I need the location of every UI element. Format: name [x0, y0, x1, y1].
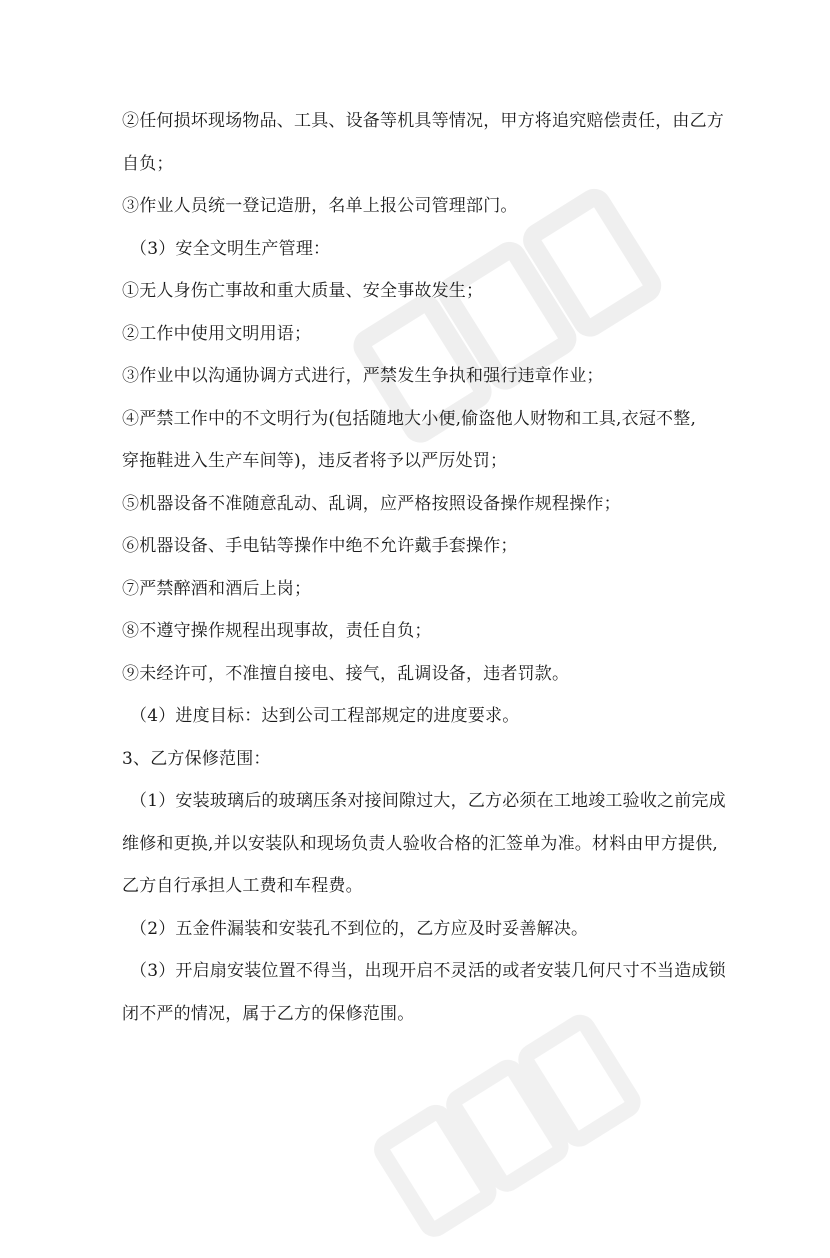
section-heading: （4）进度目标：达到公司工程部规定的进度要求。 [130, 706, 520, 726]
text-line: ⑦严禁醉酒和酒后上岗； [122, 578, 312, 599]
text-line: ②工作中使用文明用语； [122, 323, 312, 344]
text-line: ⑨未经许可，不准擅自接电、接气，乱调设备，违者罚款。 [122, 663, 570, 684]
text-line: ⑥机器设备、手电钻等操作中绝不允许戴手套操作； [122, 536, 518, 556]
text-line: （2）五金件漏装和安装孔不到位的，乙方应及时妥善解决。 [130, 918, 589, 939]
text-line: 乙方自行承担人工费和车程费。 [122, 876, 363, 896]
text-line: ⑧不遵守操作规程出现事故，责任自负； [122, 621, 432, 641]
document-body [122, 100, 726, 1035]
text-line: 自负； [122, 153, 174, 174]
section-heading: （3）安全文明生产管理： [130, 238, 331, 259]
watermark-logo-icon-lower [363, 1002, 658, 1258]
text-line: 闭不严的情况，属于乙方的保修范围。 [122, 1003, 415, 1024]
text-line: ③作业中以沟通协调方式进行，严禁发生争执和强行违章作业； [122, 366, 604, 386]
text-line: ④严禁工作中的不文明行为(包括随地大小便,偷盗他人财物和工具,衣冠不整, [122, 408, 697, 429]
section-title: 3、乙方保修范围： [122, 748, 271, 769]
text-line: （1）安装玻璃后的玻璃压条对接间隙过大，乙方必须在工地竣工验收之前完成 [130, 791, 726, 811]
text-line: ①无人身伤亡事故和重大质量、安全事故发生； [122, 281, 484, 301]
text-line: ⑤机器设备不准随意乱动、乱调，应严格按照设备操作规程操作； [122, 493, 621, 514]
text-line: 维修和更换,并以安装队和现场负责人验收合格的汇签单为准。材料由甲方提供, [122, 833, 719, 854]
text-line: 穿拖鞋进入生产车间等)，违反者将予以严厉处罚； [122, 451, 508, 471]
text-line: ③作业人员统一登记造册，名单上报公司管理部门。 [122, 196, 518, 216]
text-line: ②任何损坏现场物品、工具、设备等机具等情况，甲方将追究赔偿责任，由乙方 [122, 111, 724, 131]
text-line: （3）开启扇安装位置不得当，出现开启不灵活的或者安装几何尺寸不当造成锁 [130, 961, 726, 981]
